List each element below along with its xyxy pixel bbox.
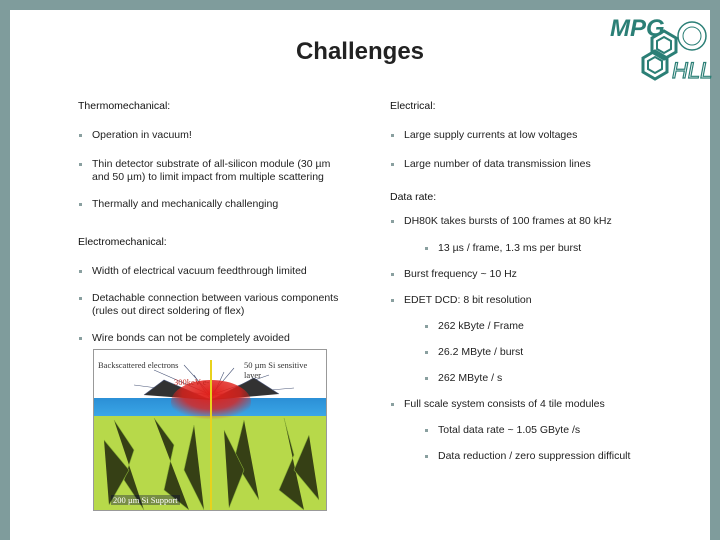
- rate-subitem: 262 MByte / s: [424, 372, 690, 385]
- rate-subitem: 262 kByte / Frame: [424, 320, 690, 333]
- thermo-item: Thermally and mechanically challenging: [78, 198, 348, 211]
- rate-item: Full scale system consists of 4 tile modules: [390, 398, 690, 411]
- logo-text-bottom: HLL: [672, 58, 713, 82]
- electrical-item: Large number of data transmission lines: [390, 158, 690, 171]
- label-beam-energy: 300keV e-: [174, 377, 210, 387]
- right-column: [390, 100, 690, 463]
- electro-item: Wire bonds can not be completely avoided: [78, 332, 348, 345]
- rate-item: EDET DCD: 8 bit resolution: [390, 294, 690, 307]
- thermo-item: Operation in vacuum!: [78, 129, 348, 142]
- electro-heading: Electromechanical:: [78, 236, 167, 248]
- rate-subitem: 13 µs / frame, 1.3 ms per burst: [424, 242, 690, 255]
- footer-text: Johannes Treis / Halbleiterlabor der MPG: [282, 528, 438, 538]
- slide-title: Challenges: [295, 38, 425, 65]
- electro-item: Width of electrical vacuum feedthrough limited: [78, 265, 348, 278]
- rate-item: Burst frequency ~ 10 Hz: [390, 268, 690, 281]
- rate-subitem: Total data rate ~ 1.05 GByte /s: [424, 424, 690, 437]
- left-column: [78, 100, 348, 345]
- label-sensitive-layer: 50 µm Si sensitive layer: [244, 360, 308, 380]
- electrical-item: Large supply currents at low voltages: [390, 129, 690, 142]
- mpg-hll-logo: [610, 12, 720, 82]
- thermo-item: Thin detector substrate of all-silicon module (30 µm and 50 µm) to limit impact from multiple scattering: [78, 158, 348, 184]
- label-si-support: 200 µm Si Support: [113, 495, 178, 505]
- rate-subitem: Data reduction / zero suppression difficult: [424, 450, 690, 463]
- data-rate-heading: Data rate:: [390, 191, 437, 203]
- rate-subitem: 26.2 MByte / burst: [424, 346, 690, 359]
- label-backscattered: Backscattered electrons: [98, 360, 179, 370]
- thermo-heading: Thermomechanical:: [78, 100, 171, 112]
- electrical-heading: Electrical:: [390, 100, 436, 112]
- logo-text-top: MPG: [610, 15, 665, 42]
- electro-item: Detachable connection between various components (rules out direct soldering of flex): [78, 292, 348, 318]
- scattering-simulation-image: [93, 349, 327, 511]
- rate-item: DH80K takes bursts of 100 frames at 80 kHz: [390, 215, 690, 228]
